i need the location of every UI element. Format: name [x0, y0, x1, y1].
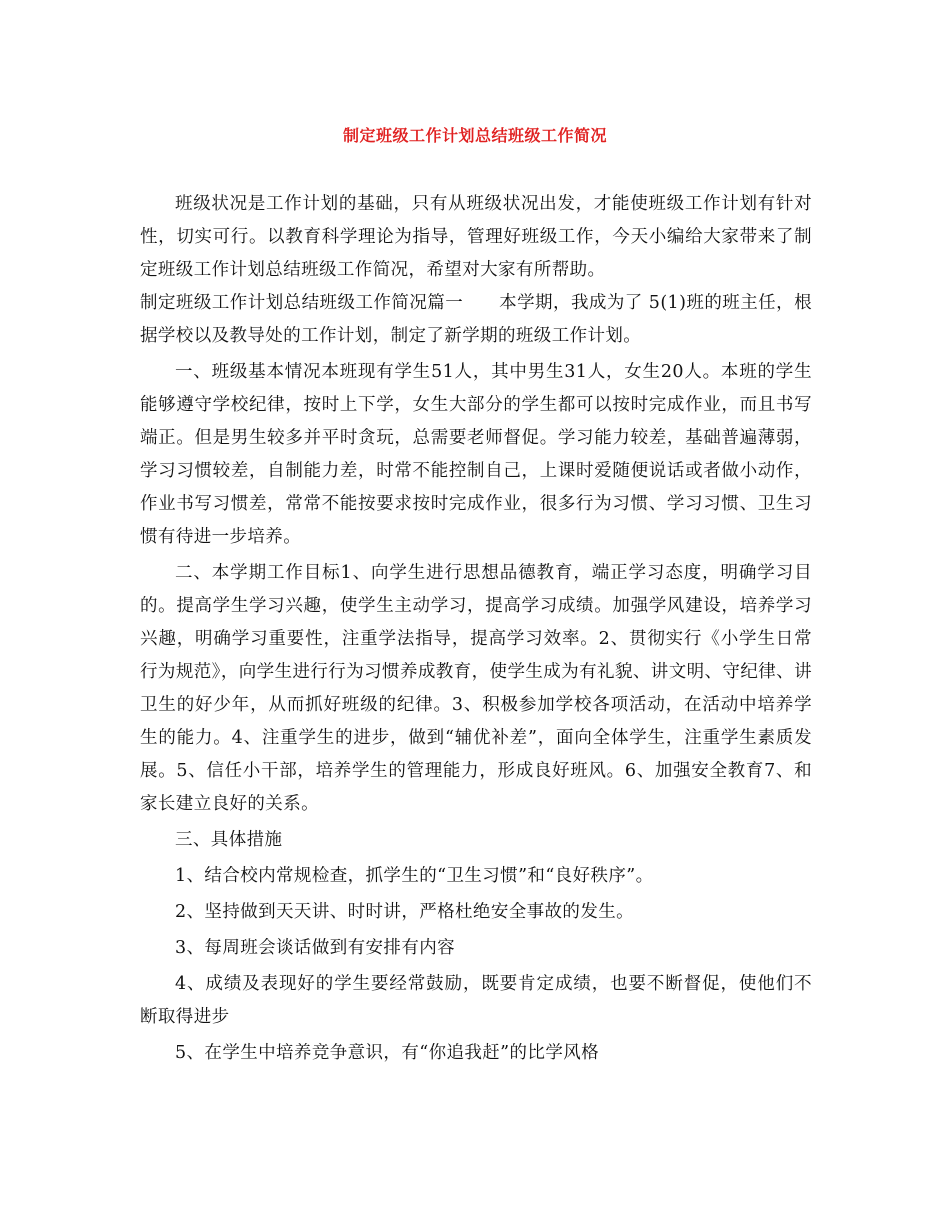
work-goals-paragraph: 二、本学期工作目标1、向学生进行思想品德教育，端正学习态度，明确学习目的。提高学生学习兴趣，使学生主动学习，提高学习成绩。加强学风建设，培养学习兴趣，明确学习重要性，注重学法指导，提高学习效率。2、贯彻实行《小学生日常行为规范》，向学生进行行为习惯养成教育，使学生成为有礼貌、讲文明、守纪律、讲卫生的好少年，从而抓好班级的纪律。3、积极参加学校各项活动，在活动中培养学生的能力。4、注重学生的进步，做到“辅优补差”，面向全体学生，注重学生素质发展。5、信任小干部，培养学生的管理能力，形成良好班风。6、加强安全教育7、和家长建立良好的关系。 [140, 563, 812, 814]
measure-item-3: 3、每周班会谈话做到有安排有内容 [175, 938, 456, 958]
measures-heading: 三、具体措施 [175, 830, 283, 850]
section-heading-paragraph: 制定班级工作计划总结班级工作简况篇一 本学期，我成为了 5(1)班的班主任，根据学校以及教导处的工作计划，制定了新学期的班级工作计划。 [140, 293, 812, 346]
intro-paragraph: 班级状况是工作计划的基础，只有从班级状况出发，才能使班级工作计划有针对性，切实可行。以教育科学理论为指导，管理好班级工作，今天小编给大家带来了制定班级工作计划总结班级工作简况，希望对大家有所帮助。 [140, 194, 812, 280]
measure-item-2: 2、坚持做到天天讲、时时讲，严格杜绝安全事故的发生。 [175, 902, 635, 922]
document-title: 制定班级工作计划总结班级工作简况 [342, 126, 607, 145]
document-body [140, 188, 812, 1070]
measure-item-1: 1、结合校内常规检查，抓学生的“卫生习惯”和“良好秩序”。 [175, 866, 654, 886]
measure-item-5: 5、在学生中培养竞争意识，有“你追我赶”的比学风格 [175, 1043, 600, 1063]
class-situation-paragraph: 一、班级基本情况本班现有学生51人，其中男生31人，女生20人。本班的学生能够遵守学校纪律，按时上下学，女生大部分的学生都可以按时完成作业，而且书写端正。但是男生较多并平时贪玩，总需要老师督促。学习能力较差，基础普遍薄弱，学习习惯较差，自制能力差，时常不能控制自己，上课时爱随便说话或者做小动作，作业书写习惯差，常常不能按要求按时完成作业，很多行为习惯、学习习惯、卫生习惯有待进一步培养。 [140, 362, 812, 547]
measure-item-4: 4、成绩及表现好的学生要经常鼓励，既要肯定成绩，也要不断督促，使他们不断取得进步 [140, 974, 812, 1027]
